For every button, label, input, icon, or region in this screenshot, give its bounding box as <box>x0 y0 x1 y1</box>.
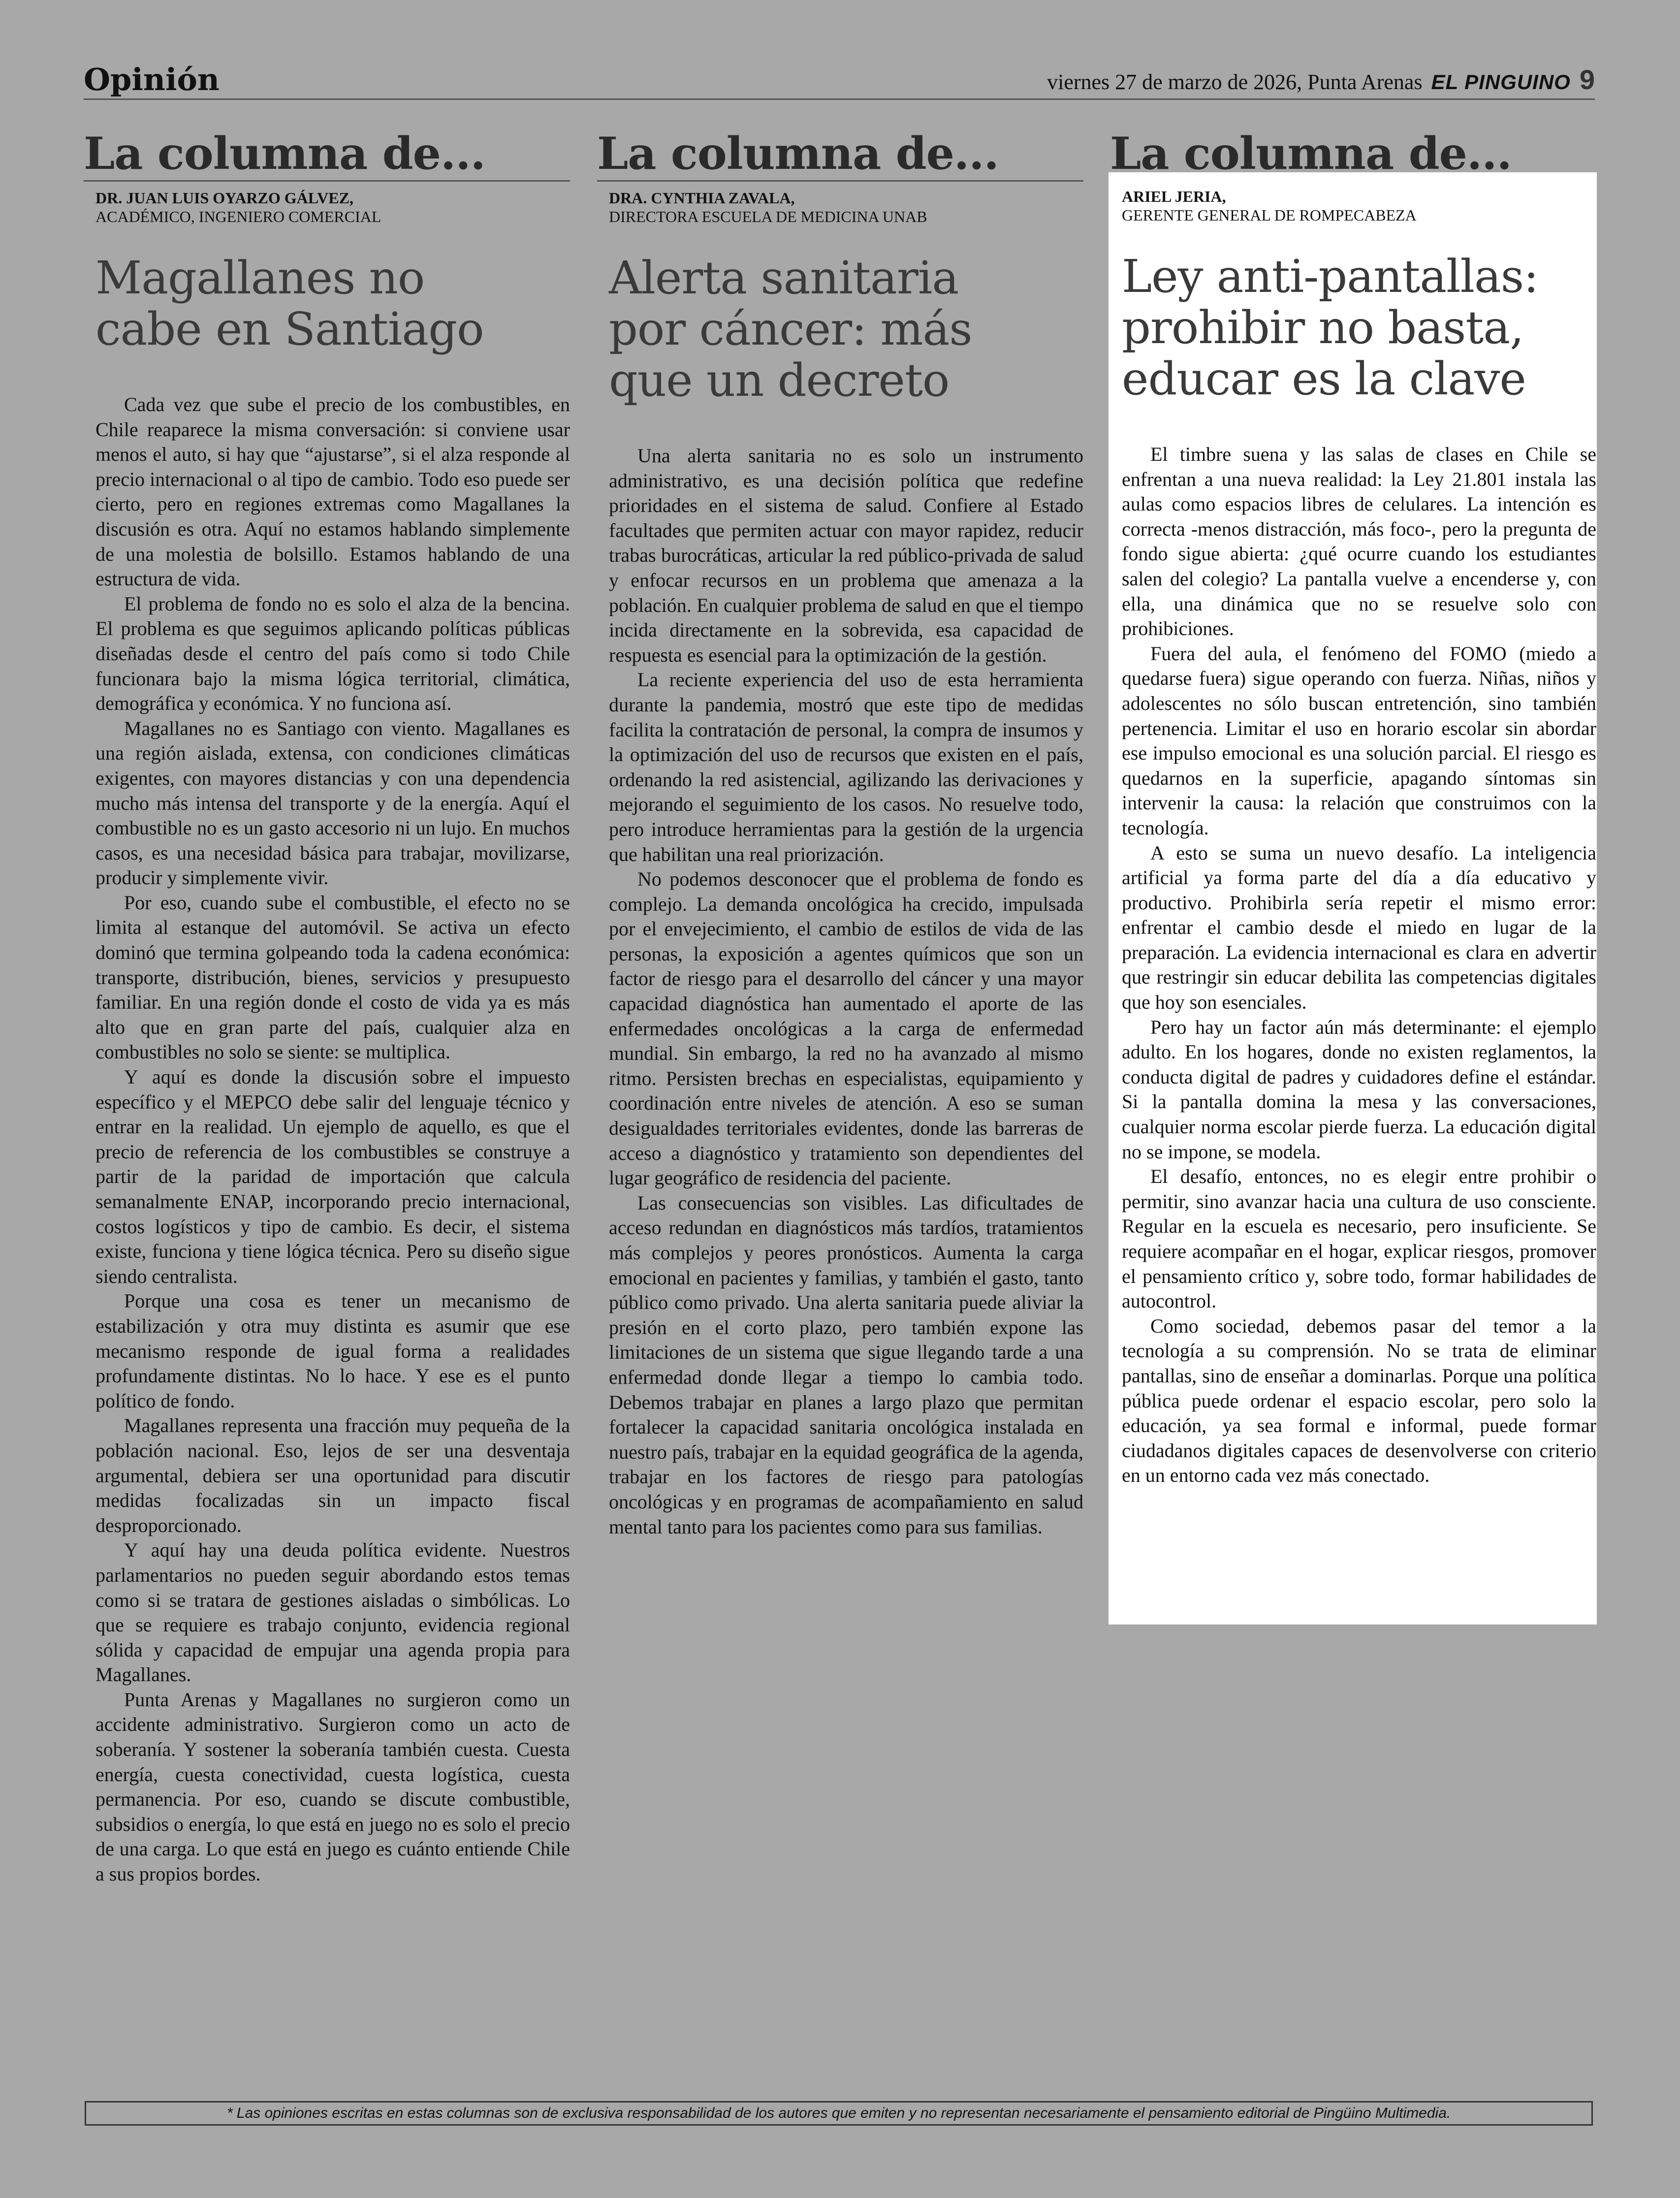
paragraph: Magallanes representa una fracción muy pequeña de la población nacional. Eso, lejos de ser una desventaja argumental, debiera ser una oportunidad para discutir medidas focalizadas sin un impacto fiscal desproporcionado. <box>95 1414 570 1536</box>
headline-line: prohibir no basta, <box>1122 301 1524 354</box>
paragraph: Por eso, cuando sube el combustible, el efecto no se limita al estanque del automóvil. Se activa un efecto dominó que termina golpeando toda la cadena económica: transporte, distribución, bienes, servicios y presupuesto familiar. En una región donde el costo de vida ya es más alto que en gran parte del país, cualquier alza en combustibles no solo se siente: se multiplica. <box>95 891 570 1063</box>
article-body <box>1110 405 1596 1488</box>
column-2 <box>597 128 1083 1539</box>
headline-line: cabe en Santiago <box>95 303 484 355</box>
author-name: DR. JUAN LUIS OYARZO GÁLVEZ, <box>95 189 353 207</box>
author-role: GERENTE GENERAL DE ROMPECABEZA <box>1122 206 1417 224</box>
paragraph: Una alerta sanitaria no es solo un instrumento administrativo, es una decisión política que redefine prioridades en el sistema de salud. Confiere al Estado facultades que permiten actuar con mayor rapidez, reducir trabas burocráticas, articular la red público-privada de salud y enfocar recursos en un problema que amenaza a la población. En cualquier problema de salud en que el tiempo incida directamente en la sobrevida, esa capacidad de respuesta es esencial para la optimización de la gestión. <box>609 445 1083 666</box>
article-body <box>597 406 1083 1539</box>
paragraph: Pero hay un factor aún más determinante: el ejemplo adulto. En los hogares, donde no existen reglamentos, la conducta digital de padres y cuidadores define el estándar. Si la pantalla domina la mesa y las conversaciones, cualquier norma escolar pierde fuerza. La educación digital no se impone, se modela. <box>1122 1016 1596 1163</box>
article-headline <box>84 226 570 355</box>
page-masthead <box>84 58 1595 100</box>
article-headline <box>597 226 1083 406</box>
column-kicker: La columna de... <box>84 128 570 182</box>
section-label: Opinión <box>84 62 220 97</box>
paragraph: Como sociedad, debemos pasar del temor a la tecnología a su comprensión. No se trata de eliminar pantallas, sino de enseñar a dominarlas. Porque una política pública puede ordenar el espacio escolar, pero solo la educación, ya sea formal e informal, puede formar ciudadanos digitales capaces de desenvolverse con criterio en un entorno cada vez más conectado. <box>1122 1314 1596 1487</box>
paragraph: Porque una cosa es tener un mecanismo de estabilización y otra muy distinta es asumir que ese mecanismo responde de igual forma a realidades profundamente distintas. No lo hace. Y ese es el punto político de fondo. <box>95 1290 570 1412</box>
paragraph: La reciente experiencia del uso de esta herramienta durante la pandemia, mostró que este tipo de medidas facilita la contratación de personal, la compra de insumos y la optimización del uso de recursos que existen en el país, ordenando la red asistencial, agilizando las derivaciones y mejorando el seguimiento de los casos. No resuelve todo, pero introduce herramientas para la gestión de la urgencia que habilitan una real priorización. <box>609 669 1083 865</box>
column-kicker: La columna de... <box>597 128 1083 182</box>
paragraph: El timbre suena y las salas de clases en Chile se enfrentan a una nueva realidad: la Ley 21.801 instala las aulas como espacios libres de celulares. La intención es correcta -menos distracción, más foco-, pero la pregunta de fondo sigue abierta: ¿qué ocurre cuando los estudiantes salen del colegio? La pantalla vuelve a encenderse y, con ella, una dinámica que no se resuelve solo con prohibiciones. <box>1122 443 1596 640</box>
paragraph: A esto se suma un nuevo desafío. La inteligencia artificial ya forma parte del día a día educativo y productivo. Prohibirla sería repetir el mismo error: enfrentar el cambio desde el miedo en lugar de la preparación. La evidencia internacional es clara en advertir que restringir sin educar debilita las competencias digitales que hoy son esenciales. <box>1122 841 1596 1014</box>
headline-line: que un decreto <box>609 354 950 407</box>
headline-line: Magallanes no <box>95 252 425 304</box>
newspaper-brand: EL PINGUINO <box>1431 70 1571 94</box>
headline-line: educar es la clave <box>1122 352 1526 405</box>
paragraph: No podemos desconocer que el problema de fondo es complejo. La demanda oncológica ha crecido, impulsada por el envejecimiento, el cambio de estilos de vida de las personas, la exposición a agentes químicos que son un factor de riesgo para el desarrollo del cáncer y una mayor capacidad diagnóstica han aumentado el aporte de las enfermedades oncológicas a la carga de enfermedad mundial. Sin embargo, la red no ha avanzado al mismo ritmo. Persisten brechas en especialistas, equipamiento y coordinación entre niveles de atención. A eso se suman desigualdades territoriales evidentes, donde las barreras de acceso a diagnóstico y tratamiento son dependientes del lugar geográfico de residencia del paciente. <box>609 868 1083 1189</box>
paragraph: Cada vez que sube el precio de los combustibles, en Chile reaparece la misma conversación: si conviene usar menos el auto, si hay que “ajustarse”, si el alza responde al precio internacional o al tipo de cambio. Todo eso puede ser cierto, pero en regiones extremas como Magallanes la discusión es otra. Aquí no estamos hablando simplemente de una molestia de bolsillo. Estamos hablando de una estructura de vida. <box>95 393 570 590</box>
headline-line: Alerta sanitaria <box>609 252 959 304</box>
paragraph: Punta Arenas y Magallanes no surgieron como un accidente administrativo. Surgieron como un acto de soberanía. Y sostener la soberanía también cuesta. Cuesta energía, cuesta conectividad, cuesta logística, cuesta permanencia. Por eso, cuando se discute combustible, subsidios o energía, lo que está en juego no es solo el precio de una carga. Lo que está en juego es cuánto entiende Chile a sus propios bordes. <box>95 1688 570 1885</box>
paragraph: Y aquí es donde la discusión sobre el impuesto específico y el MEPCO debe salir del lenguaje técnico y entrar en la realidad. Un ejemplo de aquello, es que el precio de referencia de los combustibles se construye a partir de la paridad de importación que calcula semanalmente ENAP, incorporando precio internacional, costos logísticos y tipo de cambio. Es decir, el sistema existe, funciona y tiene lógica técnica. Pero su diseño sigue siendo centralista. <box>95 1066 570 1287</box>
page-number: 9 <box>1579 64 1595 95</box>
paragraph: Y aquí hay una deuda política evidente. Nuestros parlamentarios no pueden seguir abordando estos temas como si se tratara de gestiones aisladas o simbólicas. Lo que se requiere es trabajo conjunto, evidencia regional sólida y capacidad de empujar una agenda propia para Magallanes. <box>95 1539 570 1686</box>
author-role: ACADÉMICO, INGENIERO COMERCIAL <box>95 208 381 225</box>
column-3 <box>1110 128 1596 1488</box>
author-block <box>84 182 570 226</box>
author-block <box>1110 180 1596 224</box>
headline-line: por cáncer: más <box>609 303 972 355</box>
author-block <box>597 182 1083 226</box>
header-date-place: viernes 27 de marzo de 2026, Punta Arenas <box>1047 70 1423 94</box>
column-1 <box>84 128 570 1887</box>
author-name: ARIEL JERIA, <box>1122 188 1226 205</box>
paragraph: Magallanes no es Santiago con viento. Magallanes es una región aislada, extensa, con condiciones climáticas exigentes, con mayores distancias y con una dependencia mucho más intensa del transporte y de la energía. Aquí el combustible no es un gasto accesorio ni un lujo. En muchos casos, es una necesidad básica para trabajar, movilizarse, producir y simplemente vivir. <box>95 717 570 889</box>
paragraph: Fuera del aula, el fenómeno del FOMO (miedo a quedarse fuera) sigue operando con fuerza. Niñas, niños y adolescentes no sólo buscan entretención, sino también pertenencia. Limitar el uso en horario escolar sin abordar ese impulso emocional es una solución parcial. El riesgo es quedarnos en la superficie, apagando síntomas sin intervenir la causa: la relación que construimos con la tecnología. <box>1122 642 1596 839</box>
paragraph: El desafío, entonces, no es elegir entre prohibir o permitir, sino avanzar hacia una cultura de uso consciente. Regular en la escuela es necesario, pero insuficiente. Se requiere acompañar en el hogar, explicar riesgos, promover el pensamiento crítico y, sobre todo, formar habilidades de autocontrol. <box>1122 1165 1596 1312</box>
author-role: DIRECTORA ESCUELA DE MEDICINA UNAB <box>609 208 927 225</box>
author-name: DRA. CYNTHIA ZAVALA, <box>609 189 795 207</box>
article-body <box>84 355 570 1887</box>
paragraph: Las consecuencias son visibles. Las dificultades de acceso redundan en diagnósticos más tardíos, tratamientos más complejos y peores pronósticos. Aumenta la carga emocional en pacientes y familias, y también el gasto, tanto público como privado. Una alerta sanitaria puede aliviar la presión en el corto plazo, pero también expone las limitaciones de un sistema que sigue llegando tarde a una enfermedad donde llegar a tiempo lo cambia todo. Debemos trabajar en planes a largo plazo que permitan fortalecer la capacidad sanitaria oncológica instalada en nuestro país, trabajar en la equidad geográfica de la agenda, trabajar en los factores de riesgo para patologías oncológicas y en programas de acompañamiento en salud mental tanto para los pacientes como para sus familias. <box>609 1191 1083 1538</box>
headline-line: Ley anti-pantallas: <box>1122 250 1539 303</box>
editorial-disclaimer: * Las opiniones escritas en estas columnas son de exclusiva responsabilidad de los autores que emiten y no representan necesariamente el pensamiento editorial de Pingüino Multimedia. <box>85 2101 1593 2126</box>
paragraph: El problema de fondo no es solo el alza de la bencina. El problema es que seguimos aplicando políticas públicas diseñadas desde el centro del país como si todo Chile funcionara bajo la misma lógica territorial, climática, demográfica y económica. Y no funciona así. <box>95 592 570 715</box>
article-headline <box>1110 224 1596 405</box>
column-kicker: La columna de... <box>1110 127 1512 180</box>
header-info <box>1047 64 1595 96</box>
